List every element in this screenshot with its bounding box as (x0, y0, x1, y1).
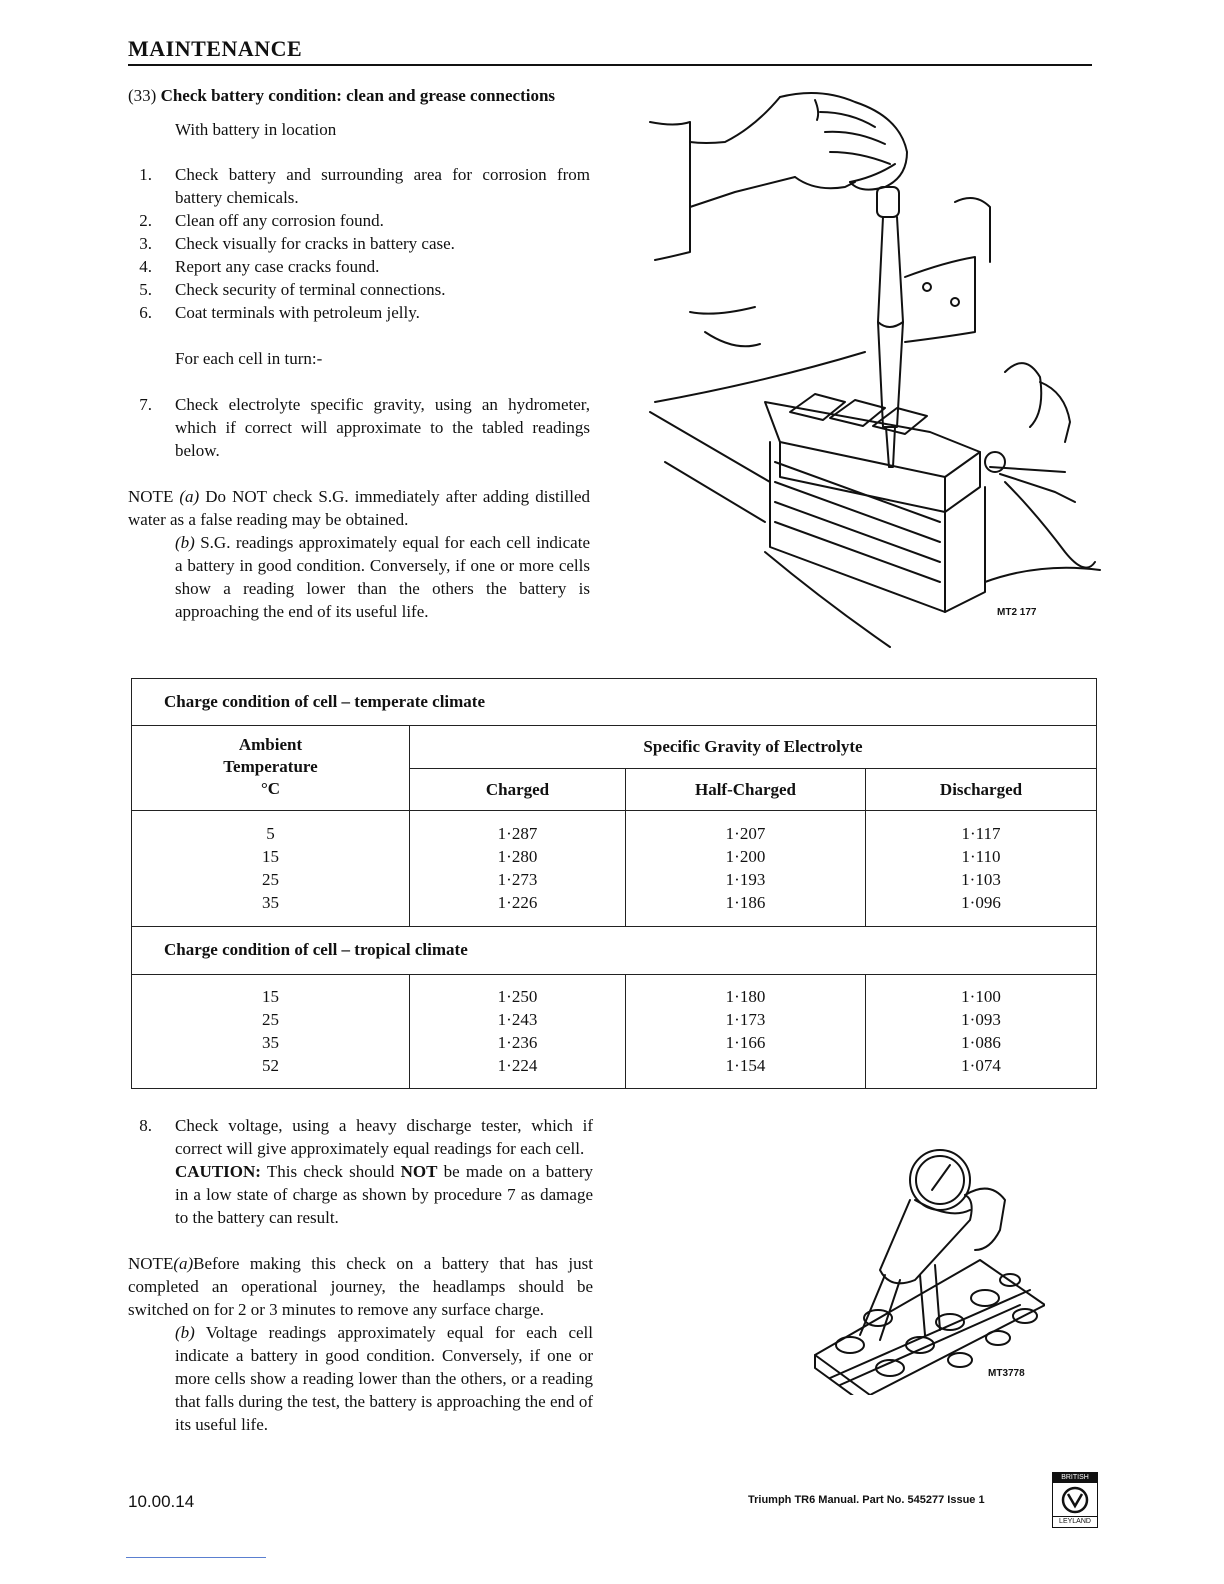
leyland-emblem-icon (1059, 1486, 1091, 1514)
list-item: 3. Check visually for cracks in battery case. (139, 234, 455, 253)
temperate-temps: 5 15 25 35 (132, 811, 410, 926)
note-1 (128, 485, 590, 623)
step-7: 7. Check electrolyte specific gravity, using an hydrometer, which if correct will approximate to the tabled readings below. (139, 395, 590, 460)
note-text-b: S.G. readings approximately equal for each cell indicate a battery in good condition. Conversely, if one or more cells show a reading lower than the others the battery is approaching the end of its useful life. (175, 533, 590, 621)
tester-figure-label: MT3778 (988, 1368, 1025, 1379)
ambient-header: Ambient Temperature °C (132, 726, 410, 811)
unit-header: °C (260, 779, 281, 799)
temperate-half-charged: 1·207 1·200 1·193 1·186 (626, 811, 866, 926)
per-cell-intro: For each cell in turn:- (175, 349, 323, 368)
tropical-caption: Charge condition of cell – tropical climate (132, 926, 1097, 974)
section-number: (33) (128, 86, 157, 105)
note-text-a: Do NOT check S.G. immediately after adding distilled water as a false reading may be obtained. (128, 487, 590, 529)
note-marker-b: (b) (175, 1323, 195, 1342)
section-title: Check battery condition: clean and grease connections (160, 86, 556, 105)
page-number: 10.00.14 (128, 1492, 195, 1511)
note-label: NOTE (128, 1254, 174, 1273)
hydrometer-figure-label: MT2 177 (997, 607, 1037, 618)
list-item: 4. Report any case cracks found. (139, 257, 380, 276)
specific-gravity-table (131, 678, 1097, 1089)
section-heading (128, 84, 555, 107)
location-note: With battery in location (175, 120, 337, 139)
page-header-title: MAINTENANCE (128, 36, 303, 61)
link-underline (126, 1557, 266, 1558)
tropical-half-charged: 1·180 1·173 1·166 1·154 (626, 974, 866, 1088)
note-marker-a: (a) (179, 487, 200, 506)
col-charged: Charged (410, 769, 626, 811)
logo-top-text: BRITISH (1053, 1473, 1097, 1483)
hydrometer-illustration (645, 82, 1105, 648)
tropical-charged: 1·250 1·243 1·236 1·224 (410, 974, 626, 1088)
col-half-charged: Half-Charged (626, 769, 866, 811)
caution: CAUTION: This check should NOT be made on a battery in a low state of charge as shown by procedure 7 as damage to the battery can result. (175, 1162, 593, 1227)
sg-header: Specific Gravity of Electrolyte (410, 726, 1097, 769)
tropical-temps: 15 25 35 52 (132, 974, 410, 1088)
step-8: 8. Check voltage, using a heavy discharge tester, which if correct will give approximately equal readings for each cell. CAUTION: This check should NOT be made on a battery in a low state of charge as shown by procedure 7 as damage to the battery can result. (139, 1116, 593, 1227)
discharge-tester-illustration (800, 1140, 1045, 1395)
note-marker-a: (a) (173, 1254, 194, 1273)
temperate-discharged: 1·117 1·110 1·103 1·096 (866, 811, 1097, 926)
note-marker-b: (b) (175, 533, 195, 552)
note-label: NOTE (128, 487, 174, 506)
list-item: 6. Coat terminals with petroleum jelly. (139, 303, 420, 322)
temperate-caption: Charge condition of cell – temperate climate (132, 679, 1097, 726)
logo-bottom-text: LEYLAND (1053, 1516, 1097, 1527)
note-2 (128, 1252, 593, 1436)
manual-reference: Triumph TR6 Manual. Part No. 545277 Issue 1 (748, 1494, 985, 1506)
note-text-b: Voltage readings approximately equal for each cell indicate a battery in good condition. Conversely, if one or more cells show a reading lower than the others, or a reading that falls during the test, the battery is approaching the end of its useful life. (175, 1323, 593, 1434)
note-text-a: Before making this check on a battery that has just completed an operational journey, the headlamps should be switched on for 2 or 3 minutes to remove any surface charge. (128, 1254, 593, 1319)
list-item: 5. Check security of terminal connections. (139, 280, 446, 299)
temperate-charged: 1·287 1·280 1·273 1·226 (410, 811, 626, 926)
british-leyland-logo (1052, 1472, 1098, 1528)
col-discharged: Discharged (866, 769, 1097, 811)
header-rule (128, 64, 1092, 66)
list-item: 1. Check battery and surrounding area for corrosion from battery chemicals. (139, 165, 590, 207)
list-item: 2. Clean off any corrosion found. (139, 211, 384, 230)
tropical-discharged: 1·100 1·093 1·086 1·074 (866, 974, 1097, 1088)
